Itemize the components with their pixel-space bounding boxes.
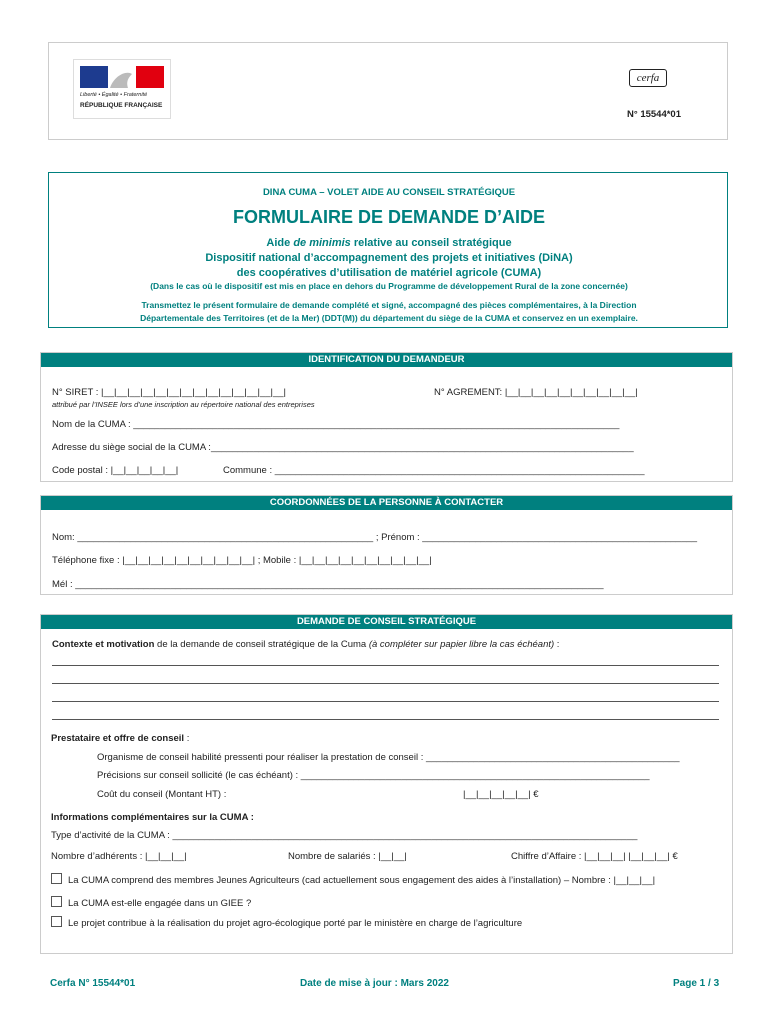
check-jeunes-agriculteurs[interactable]: La CUMA comprend des membres Jeunes Agriculteurs (cad actuellement sous engagement des aides à l’installation) – Nombre : |__|__|__| (51, 873, 655, 886)
section-heading: COORDONNÉES DE LA PERSONNE À CONTACTER (41, 496, 732, 510)
form-title: FORMULAIRE DE DEMANDE D’AIDE (232, 207, 545, 227)
cerfa-number: N° 15544*01 (627, 109, 681, 120)
section-contact (40, 495, 733, 595)
title-box (48, 172, 728, 328)
cerfa-logo: cerfa (629, 69, 667, 87)
commune-field[interactable]: Commune : ______________________________________________________________________ (223, 465, 645, 476)
checkbox-icon[interactable] (51, 916, 62, 927)
checkbox-icon[interactable] (51, 896, 62, 907)
footer-cerfa: Cerfa N° 15544*01 (50, 978, 136, 989)
header-box (48, 42, 728, 140)
type-activite-field[interactable]: Type d’activité de la CUMA : ________________________________________________________________________________________ (51, 830, 638, 841)
title-line6: Départementale des Territoires (et de la Mer) (DDT(M)) du département du siège de la CUMA et conservez en un exemplaire. (140, 313, 638, 323)
contexte-line[interactable] (52, 683, 719, 684)
organisme-field[interactable]: Organisme de conseil habilité pressenti pour réaliser la prestation de conseil : ________________________________________________ (97, 752, 680, 763)
chiffre-affaire-field[interactable]: Chiffre d’Affaire : |__|__|__| |__|__|__| € (511, 851, 678, 862)
title-line2: Dispositif national d’accompagnement des projets et initiatives (DiNA) (205, 252, 573, 264)
title-line3: des coopératives d’utilisation de matériel agricole (CUMA) (236, 267, 542, 279)
phone-field[interactable]: Téléphone fixe : |__|__|__|__|__|__|__|__|__|__| ; Mobile : |__|__|__|__|__|__|__|__|__|__| (52, 555, 432, 566)
title-line4: (Dans le cas où le dispositif est mis en place en dehors du Programme de développement Rural de la zone concernée) (150, 281, 628, 291)
cuma-name-field[interactable]: Nom de la CUMA : ____________________________________________________________________________________________ (52, 419, 620, 430)
rf-name: RÉPUBLIQUE FRANÇAISE (80, 102, 163, 109)
footer-date: Date de mise à jour : Mars 2022 (300, 978, 449, 989)
title-line5: Transmettez le présent formulaire de demande complété et signé, accompagné des pièces complémentaires, à la Direction (141, 300, 637, 310)
contexte-line[interactable] (52, 701, 719, 702)
siret-note: attribué par l’INSEE lors d’une inscription au répertoire national des entreprises (52, 400, 315, 409)
precisions-field[interactable]: Précisions sur conseil sollicité (le cas échéant) : __________________________________________________________________ (97, 770, 650, 781)
form-subtitle: DINA CUMA – VOLET AIDE AU CONSEIL STRATÉGIQUE (262, 187, 516, 198)
section-heading: DEMANDE DE CONSEIL STRATÉGIQUE (41, 615, 732, 629)
title-line1: Aide de minimis relative au conseil stratégique (266, 237, 512, 249)
section-heading: IDENTIFICATION DU DEMANDEUR (41, 353, 732, 367)
republique-francaise-logo (73, 59, 171, 119)
rf-motto: Liberté • Égalité • Fraternité (80, 92, 148, 98)
cout-label: Coût du conseil (Montant HT) : (97, 789, 227, 800)
email-field[interactable]: Mél : ____________________________________________________________________________________________________ (52, 579, 604, 590)
contexte-line[interactable] (52, 719, 719, 720)
infos-label: Informations complémentaires sur la CUMA : (51, 812, 254, 823)
address-field[interactable]: Adresse du siège social de la CUMA :________________________________________________________________________________ (52, 442, 634, 453)
name-firstname-field[interactable]: Nom: ________________________________________________________ ; Prénom : ____________________________________________________ (52, 532, 698, 543)
salaries-field[interactable]: Nombre de salariés : |__|__| (288, 851, 407, 862)
prestataire-label: Prestataire et offre de conseil : (51, 733, 190, 744)
marianne-icon (74, 60, 170, 118)
footer-page: Page 1 / 3 (673, 978, 720, 989)
agrement-field[interactable]: N° AGREMENT: |__|__|__|__|__|__|__|__|__|__| (434, 387, 638, 398)
checkbox-icon[interactable] (51, 873, 62, 884)
section-identification (40, 352, 733, 482)
check-giee[interactable]: La CUMA est-elle engagée dans un GIEE ? (51, 896, 251, 909)
contexte-label: Contexte et motivation de la demande de conseil stratégique de la Cuma (à compléter sur papier libre la cas échéant) : (52, 639, 560, 650)
contexte-line[interactable] (52, 665, 719, 666)
postal-code-field[interactable]: Code postal : |__|__|__|__|__| (52, 465, 179, 476)
check-agro-ecologique[interactable]: Le projet contribue à la réalisation du projet agro-écologique porté par le ministère en charge de l’agriculture (51, 916, 522, 929)
cout-field[interactable]: |__|__|__|__|__| € (463, 789, 539, 800)
adherents-field[interactable]: Nombre d’adhérents : |__|__|__| (51, 851, 187, 862)
siret-field[interactable]: N° SIRET : |__|__|__|__|__|__|__|__|__|__|__|__|__|__| (52, 387, 286, 398)
